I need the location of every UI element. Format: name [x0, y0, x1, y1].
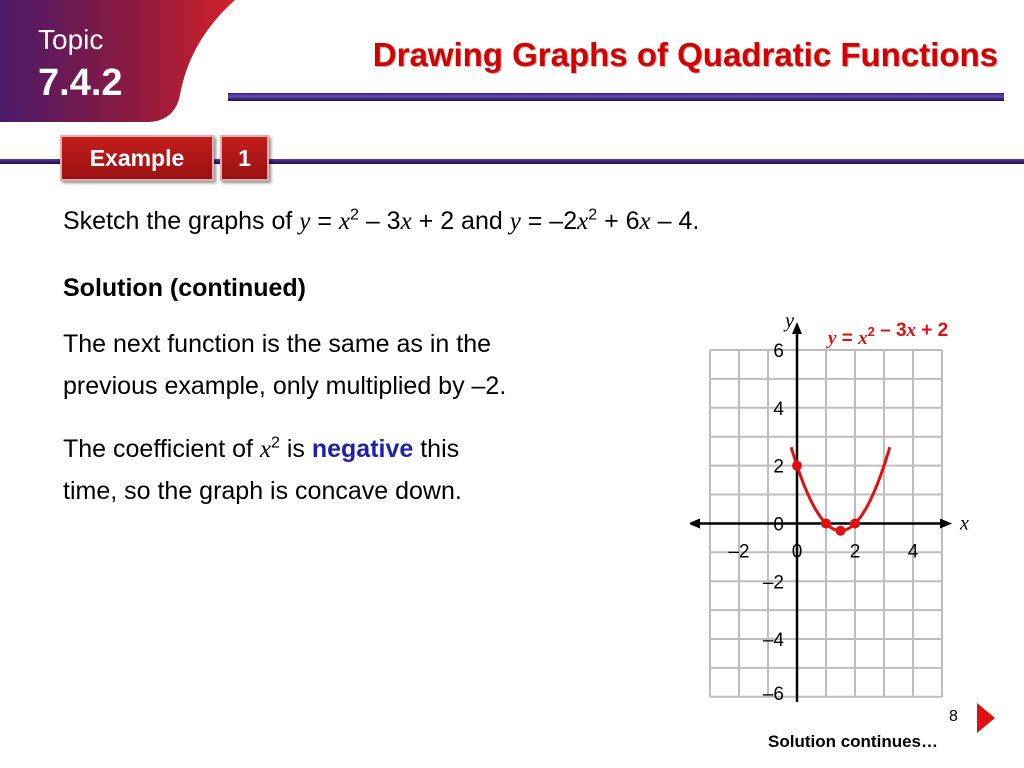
x-tick-label: –2 [728, 541, 750, 563]
x-axis-arrow-left-icon [690, 519, 700, 529]
y-axis-label: y [785, 310, 794, 332]
problem-statement: Sketch the graphs of $y = x^2 - 3x + 2$ and $y = -2x^2 + 6x - 4$. [63, 206, 700, 235]
paragraph-1-line-2: previous example, only multiplied by –2. [63, 372, 507, 400]
negative-highlight: negative [311, 435, 414, 463]
topic-number: 7.4.2 [38, 62, 123, 104]
example-label: Example [89, 144, 185, 171]
y-tick-label: –6 [762, 683, 784, 705]
y-tick-label: 6 [773, 341, 784, 363]
curve-equation-label: $y = x^2 - 3x + 2$ [828, 320, 949, 349]
plotted-point [850, 519, 860, 529]
y-tick-label: 4 [773, 398, 784, 420]
solution-continues: Solution continues… [768, 732, 938, 751]
page-number: 8 [949, 708, 958, 725]
paragraph-1-line-1: The next function is the same as in the [63, 330, 492, 358]
y-tick-label: –2 [762, 572, 784, 594]
x-axis-label: x [960, 512, 969, 535]
example-tag [60, 135, 214, 181]
y-tick-label: 0 [773, 514, 784, 536]
y-tick-label: –4 [762, 630, 784, 652]
example-number-tag [220, 135, 269, 181]
paragraph-2-line-1: The coefficient of $x^2$ is negative this [63, 434, 460, 463]
solution-heading: Solution (continued) [63, 274, 307, 302]
x-tick-label: 4 [907, 541, 919, 563]
plotted-point [792, 461, 802, 471]
y-tick-label: 2 [773, 456, 784, 478]
x-axis-arrow-icon [940, 519, 952, 529]
x-tick-label: 2 [849, 541, 861, 563]
next-arrow-icon[interactable] [975, 702, 997, 734]
paragraph-2-line-2: time, so the graph is concave down. [63, 477, 462, 505]
parabola-curve [791, 447, 890, 531]
plotted-point [836, 526, 846, 536]
page-title: Drawing Graphs of Quadratic Functions [372, 36, 998, 73]
plotted-point [821, 519, 831, 529]
quadratic-graph [690, 310, 1010, 710]
example-number: 1 [238, 144, 251, 171]
x-tick-label: 0 [791, 541, 803, 563]
title-underline [228, 93, 1004, 101]
topic-label: Topic [38, 24, 104, 55]
